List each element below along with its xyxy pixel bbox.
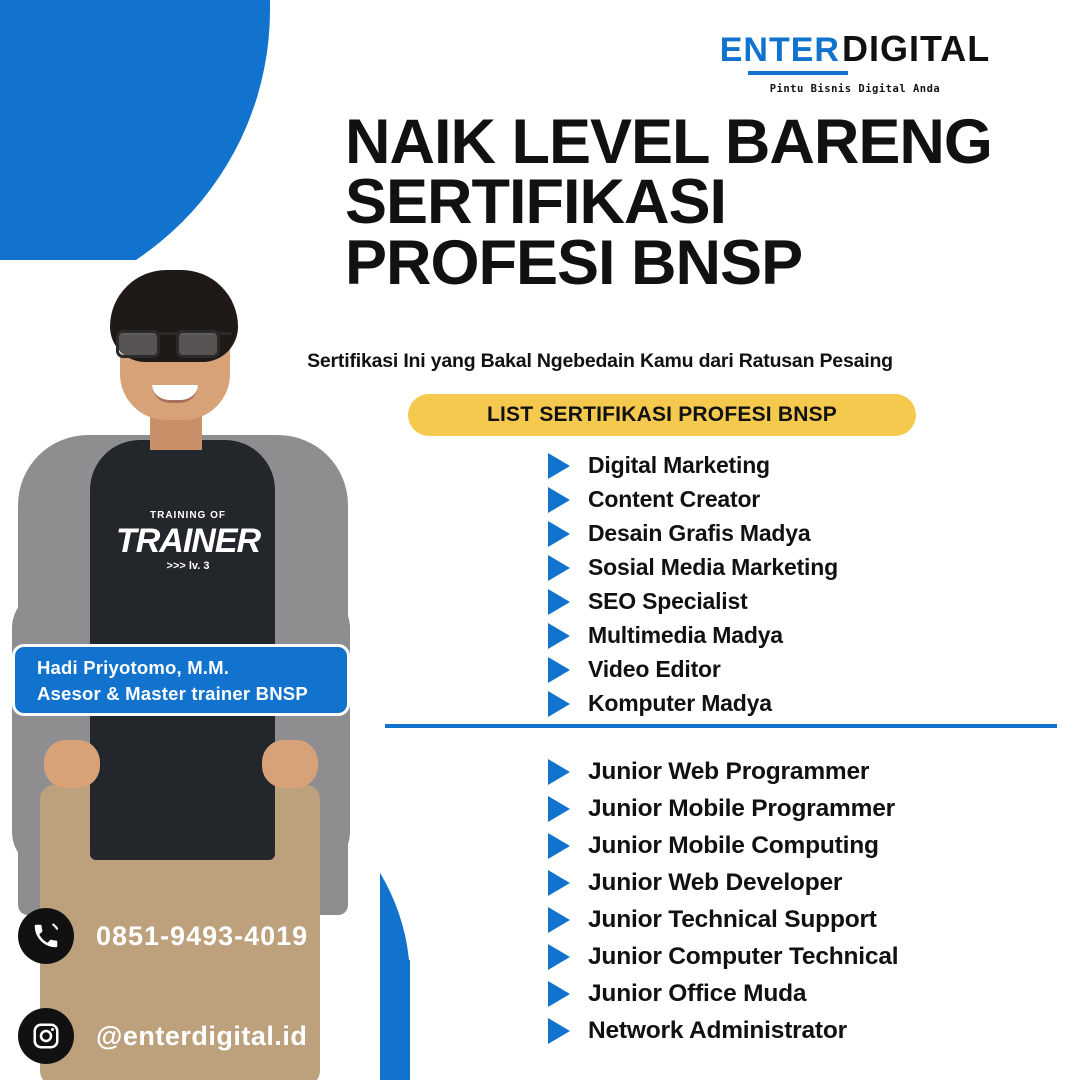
page-title	[345, 107, 1045, 298]
logo-text-enter: ENTER	[719, 31, 840, 69]
trainer-name: Hadi Priyotomo, M.M.	[37, 657, 230, 678]
list-item	[548, 656, 1068, 683]
subheadline: Sertifikasi Ini yang Bakal Ngebedain Kamu dari Ratusan Pesaing	[307, 350, 893, 372]
list-item	[548, 520, 1068, 547]
list-item-label: Junior Technical Support	[588, 906, 877, 933]
list-item-label: Junior Web Developer	[588, 869, 843, 896]
triangle-bullet-icon	[548, 521, 570, 547]
headline-line-2: SERTIFIKASI	[345, 167, 727, 238]
triangle-bullet-icon	[548, 796, 570, 822]
list-item-label: Content Creator	[588, 486, 761, 512]
list-item-label: Junior Computer Technical	[588, 943, 899, 970]
list-item-label: Desain Grafis Madya	[588, 520, 811, 546]
triangle-bullet-icon	[548, 833, 570, 859]
headline-line-1: NAIK LEVEL BARENG	[345, 107, 992, 177]
shirt-text-top: TRAINING OF	[150, 510, 226, 521]
triangle-bullet-icon	[548, 487, 570, 513]
list-item-label: SEO Specialist	[588, 588, 748, 614]
shirt-text-bottom: >>> lv. 3	[166, 560, 210, 572]
list-item	[548, 943, 1068, 971]
list-item	[548, 554, 1068, 581]
triangle-bullet-icon	[548, 870, 570, 896]
list-item-label: Junior Web Programmer	[588, 758, 870, 785]
triangle-bullet-icon	[548, 981, 570, 1007]
section-badge: LIST SERTIFIKASI PROFESI BNSP	[408, 394, 916, 436]
trainer-role: Asesor & Master trainer BNSP	[37, 683, 308, 704]
triangle-bullet-icon	[548, 1018, 570, 1044]
list-item	[548, 980, 1068, 1008]
list-item-label: Multimedia Madya	[588, 622, 783, 648]
list-item-label: Komputer Madya	[588, 690, 772, 716]
instagram-handle: @enterdigital.id	[96, 1020, 308, 1051]
list-item	[548, 622, 1068, 649]
list-item-label: Junior Mobile Programmer	[588, 795, 895, 822]
contact-phone[interactable]	[18, 908, 308, 964]
contact-instagram[interactable]	[18, 1008, 307, 1064]
list-item	[548, 1017, 1068, 1045]
list-item-label: Sosial Media Marketing	[588, 554, 838, 580]
triangle-bullet-icon	[548, 555, 570, 581]
triangle-bullet-icon	[548, 759, 570, 785]
brand-logo	[719, 28, 991, 95]
list-item	[548, 452, 1068, 479]
instagram-icon	[18, 1008, 74, 1064]
logo-text-digital: DIGITAL	[841, 28, 991, 69]
phone-number: 0851-9493-4019	[96, 920, 309, 951]
triangle-bullet-icon	[548, 907, 570, 933]
triangle-bullet-icon	[548, 453, 570, 479]
list-item	[548, 795, 1068, 823]
list-item	[548, 588, 1068, 615]
certification-list-bottom	[548, 758, 1068, 1054]
list-item-label: Junior Office Muda	[588, 980, 807, 1007]
triangle-bullet-icon	[548, 691, 570, 717]
section-divider	[385, 724, 1057, 728]
triangle-bullet-icon	[548, 657, 570, 683]
triangle-bullet-icon	[548, 944, 570, 970]
triangle-bullet-icon	[548, 589, 570, 615]
list-item	[548, 690, 1068, 717]
triangle-bullet-icon	[548, 623, 570, 649]
logo-underline	[748, 71, 848, 75]
list-item	[548, 486, 1068, 513]
headline-line-3: PROFESI BNSP	[345, 227, 803, 298]
logo-tagline: Pintu Bisnis Digital Anda	[769, 83, 941, 95]
list-item-label: Digital Marketing	[588, 452, 770, 478]
list-item	[548, 869, 1068, 897]
trainer-name-badge	[12, 644, 350, 716]
phone-icon	[18, 908, 74, 964]
list-item-label: Video Editor	[588, 656, 721, 682]
list-item	[548, 758, 1068, 786]
list-item-label: Junior Mobile Computing	[588, 832, 879, 859]
list-item	[548, 906, 1068, 934]
list-item-label: Network Administrator	[588, 1017, 847, 1044]
list-item	[548, 832, 1068, 860]
certification-list-top	[548, 452, 1068, 724]
shirt-text-main: TRAINER	[115, 522, 261, 560]
